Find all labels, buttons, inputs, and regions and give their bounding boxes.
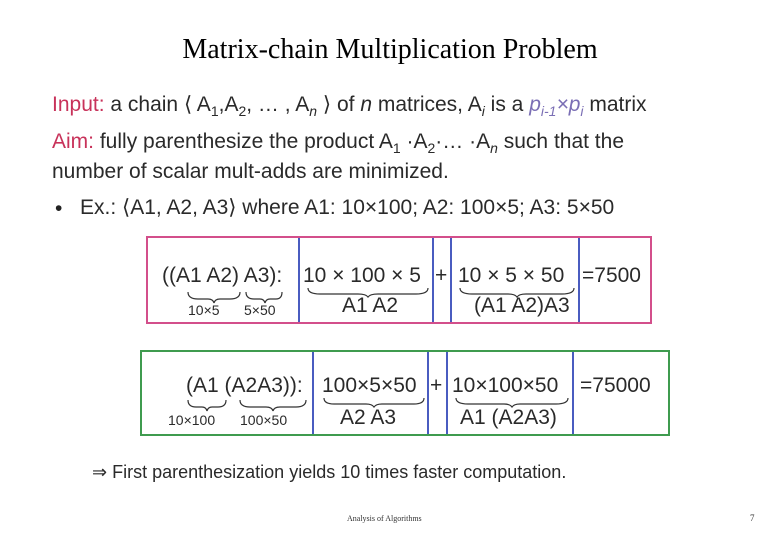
divider — [312, 352, 314, 434]
implies-arrow-icon: ⇒ — [92, 462, 108, 482]
cost-2-label: A1 (A2A3) — [460, 406, 557, 429]
input-text: , … , A — [246, 93, 310, 116]
cost-2-label: (A1 A2)A3 — [474, 294, 570, 317]
divider — [446, 352, 448, 434]
divider — [427, 352, 429, 434]
result-1: =7500 — [582, 264, 641, 287]
divider — [578, 238, 580, 322]
input-text: ,A — [218, 93, 239, 116]
aim-label: Aim: — [52, 130, 94, 153]
sub: i-1 — [540, 103, 557, 120]
input-label: Input: — [52, 93, 105, 116]
conclusion-text: First parenthesization yields 10 times faster computation. — [112, 462, 567, 482]
sub: n — [309, 103, 318, 120]
cost-1-label: A1 A2 — [342, 294, 399, 317]
result-2: =75000 — [580, 374, 651, 397]
slide-title: Matrix-chain Multiplication Problem — [182, 34, 598, 65]
p-var: p — [529, 93, 541, 116]
n-var: n — [360, 93, 372, 116]
input-text: matrices, A — [372, 93, 482, 116]
input-text: matrix — [583, 93, 647, 116]
input-text: a chain ⟨ A — [110, 93, 211, 116]
example-line: Ex.: ⟨A1, A2, A3⟩ where A1: 10×100; A2: 100×5; A3: 5×50 — [80, 196, 615, 219]
cost-1: 100×5×50 — [322, 374, 417, 397]
page-number: 7 — [750, 513, 755, 523]
input-text: ⟩ of — [317, 93, 361, 116]
aim-line — [52, 130, 624, 156]
underbrace-icon — [186, 398, 316, 412]
aim-text: fully parenthesize the product A — [99, 130, 393, 153]
cost-1: 10 × 100 × 5 — [303, 264, 421, 287]
cost-2: 10 × 5 × 50 — [458, 264, 565, 287]
cost-2: 10×100×50 — [452, 374, 559, 397]
aim-text: ·… ·A — [435, 130, 491, 153]
conclusion — [92, 462, 566, 483]
aim-text: such that the — [497, 130, 625, 153]
dim-label: 5×50 — [244, 302, 276, 318]
sub: 1 — [392, 140, 401, 157]
dim-label: 10×100 — [168, 412, 216, 428]
sub: 1 — [210, 103, 219, 120]
plus-sign: + — [430, 374, 443, 397]
sub: n — [490, 140, 498, 157]
parenthesization-box-2 — [140, 350, 670, 436]
divider — [450, 238, 452, 322]
footer: Analysis of Algorithms — [347, 514, 422, 523]
divider — [572, 352, 574, 434]
sub: i — [481, 103, 485, 120]
input-text: is a — [484, 93, 530, 116]
bullet: • — [55, 197, 63, 220]
aim-text: ·A — [400, 130, 428, 153]
dim-label: 100×50 — [240, 412, 288, 428]
parenthesization-box-1 — [146, 236, 652, 324]
times: × — [556, 93, 569, 116]
divider — [432, 238, 434, 322]
sub: 2 — [427, 140, 436, 157]
input-line — [52, 92, 647, 119]
p-var: p — [568, 93, 581, 116]
divider — [298, 238, 300, 322]
expr-1: ((A1 A2) A3): — [162, 264, 283, 287]
sub: i — [580, 103, 584, 120]
cost-1-label: A2 A3 — [340, 406, 397, 429]
aim-line-2: number of scalar mult-adds are minimized. — [52, 160, 449, 183]
dim-label: 10×5 — [188, 302, 220, 318]
plus-sign: + — [435, 264, 448, 287]
sub: 2 — [238, 103, 247, 120]
expr-2: (A1 (A2A3)): — [186, 374, 303, 397]
